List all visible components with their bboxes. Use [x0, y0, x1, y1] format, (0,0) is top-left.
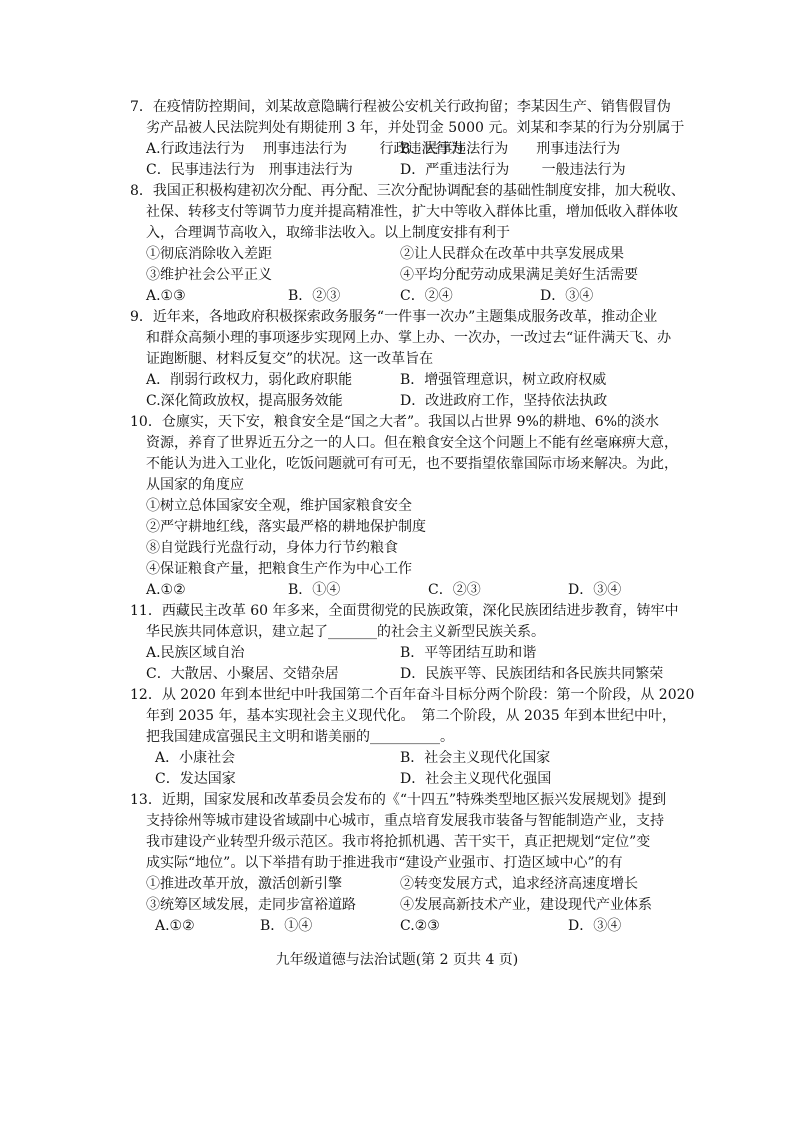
- q7-stem-line-2: 劣产品被人民法院判处有期徒刑 3 年，并处罚金 5000 元。刘某和李某的行为分别属于: [146, 120, 685, 136]
- q13-stem-line-2: 支持徐州等城市建设省域副中心城市，重点培育发展我市装备与智能制造产业，支持: [146, 813, 664, 829]
- q12-option-d: D．社会主义现代化强国: [400, 771, 552, 787]
- q9-option-a: A．削弱行政权力，弱化政府职能: [146, 372, 353, 388]
- q7-option-c: C．民事违法行为 刑事违法行为: [146, 162, 353, 178]
- q9-stem-line-1: 9．近年来，各地政府积极探索政务服务“一件事一次办”主题集成服务改革，推动企业: [130, 309, 658, 325]
- q8-stem-line-2: 社保、转移支付等调节力度并提高精准性，扩大中等收入群体比重，增加低收入群体收: [146, 204, 678, 220]
- q12-option-c: C．发达国家: [155, 771, 236, 787]
- q10-statement-2: ②严守耕地红线，落实最严格的耕地保护制度: [146, 519, 426, 535]
- q10-statement-3: ⑧自觉践行光盘行动，身体力行节约粮食: [146, 540, 398, 556]
- q7-stem-line-1: 7．在疫情防控期间，刘某故意隐瞒行程被公安机关行政拘留；李某因生产、销售假冒伪: [130, 99, 671, 115]
- q12-stem-line-2: 年到 2035 年，基本实现社会主义现代化。 第二个阶段，从 2035 年到本世纪中叶，: [146, 708, 677, 724]
- q8-stem-line-1: 8．我国正积极构建初次分配、再分配、三次分配协调配套的基础性制度安排，加大税收、: [130, 183, 685, 199]
- q8-statement-3: ③维护社会公平正义: [146, 267, 272, 283]
- q10-stem-line-3: 不能认为进入工业化，吃饭问题就可有可无，也不要指望依靠国际市场来解决。为此，: [146, 456, 678, 472]
- q12-option-b: B．社会主义现代化国家: [400, 750, 551, 766]
- q13-stem-line-4: 成实际“地位”。以下举措有助于推进我市“建设产业强市、打造区域中心”的有: [146, 855, 623, 871]
- q10-option-b: B．①④: [288, 582, 341, 598]
- page-footer: 九年级道德与法治试题(第 2 页共 4 页): [275, 952, 519, 968]
- q11-option-b: B．平等团结互助和谐: [400, 645, 537, 661]
- q10-option-c: C．②③: [428, 582, 481, 598]
- q11-option-d: D．民族平等、民族团结和各民族共同繁荣: [400, 666, 664, 682]
- q7-option-d: D．严重违法行为 一般违法行为: [400, 162, 626, 178]
- q13-statement-2: ②转变发展方式，追求经济高速度增长: [400, 876, 638, 892]
- q10-stem-line-2: 资源，养育了世界近五分之一的人口。但在粮食安全这个问题上不能有丝毫麻痹大意，: [146, 435, 678, 451]
- q8-statement-2: ②让人民群众在改革中共享发展成果: [400, 246, 624, 262]
- q9-option-c: C.深化简政放权，提高服务效能: [146, 393, 343, 409]
- q11-stem-line-2: 华民族共同体意识，建立起了_______的社会主义新型民族关系。: [146, 624, 545, 640]
- q7-option-a: A.行政违法行为 刑事违法行为 行政违法行为: [146, 141, 464, 157]
- q13-option-a: A.①②: [155, 918, 195, 934]
- q9-stem-line-2: 和群众高频小理的事项逐步实现网上办、掌上办、一次办，一改过去“证件满天飞、办: [146, 330, 672, 346]
- q8-option-b: B．②③: [288, 288, 341, 304]
- q13-stem-line-3: 我市建设产业转型升级示范区。我市将抢抓机遇、苦干实干，真正把规划“定位”变: [146, 834, 651, 850]
- q10-statement-1: ①树立总体国家安全观，维护国家粮食安全: [146, 498, 412, 514]
- q13-statement-4: ④发展高新技术产业，建设现代产业体系: [400, 897, 652, 913]
- q13-option-b: B．①④: [260, 918, 313, 934]
- q11-stem-line-1: 11．西藏民主改革 60 年多来，全面贯彻党的民族政策，深化民族团结进步教育，铸牢中: [130, 603, 679, 619]
- q11-option-c: C．大散居、小聚居、交错杂居: [146, 666, 339, 682]
- q8-option-d: D．③④: [540, 288, 594, 304]
- q12-stem-line-1: 12．从 2020 年到本世纪中叶我国第二个百年奋斗目标分两个阶段：第一个阶段，从 2020: [130, 687, 695, 703]
- q8-statement-1: ①彻底消除收入差距: [146, 246, 272, 262]
- q9-option-d: D．改进政府工作，坚持依法执政: [400, 393, 608, 409]
- q8-statement-4: ④平均分配劳动成果满足美好生活需要: [400, 267, 638, 283]
- q13-option-d: D．③④: [568, 918, 622, 934]
- q13-stem-line-1: 13．近期，国家发展和改革委员会发布的《“十四五”特殊类型地区振兴发展规划》提到: [130, 792, 667, 808]
- q13-option-c: C.②③: [400, 918, 440, 934]
- q10-option-a: A.①②: [146, 582, 186, 598]
- q13-statement-1: ①推进改革开放，激活创新引擎: [146, 876, 342, 892]
- q13-statement-3: ③统筹区域发展，走同步富裕道路: [146, 897, 356, 913]
- q8-option-c: C．②④: [400, 288, 453, 304]
- q10-statement-4: ④保证粮食产量，把粮食生产作为中心工作: [146, 561, 412, 577]
- q12-stem-line-3: 把我国建成富强民主文明和谐美丽的__________。: [146, 729, 454, 745]
- q7-option-b: B．民事违法行为 刑事违法行为: [400, 141, 621, 157]
- q10-stem-line-4: 从国家的角度应: [146, 477, 244, 493]
- q9-stem-line-3: 证跑断腿、材料反复交”的状况。这一改革旨在: [146, 351, 434, 367]
- q12-option-a: A．小康社会: [155, 750, 236, 766]
- q9-option-b: B．增强管理意识，树立政府权威: [400, 372, 607, 388]
- q10-stem-line-1: 10．仓廪实，天下安，粮食安全是“国之大者”。我国以占世界 9%的耕地、6%的淡水: [130, 414, 659, 430]
- q11-option-a: A.民族区域自治: [146, 645, 245, 661]
- q8-option-a: A.①③: [146, 288, 186, 304]
- q10-option-d: D．③④: [568, 582, 622, 598]
- q8-stem-line-3: 入，合理调节高收入，取缔非法收入。以上制度安排有利于: [146, 225, 510, 241]
